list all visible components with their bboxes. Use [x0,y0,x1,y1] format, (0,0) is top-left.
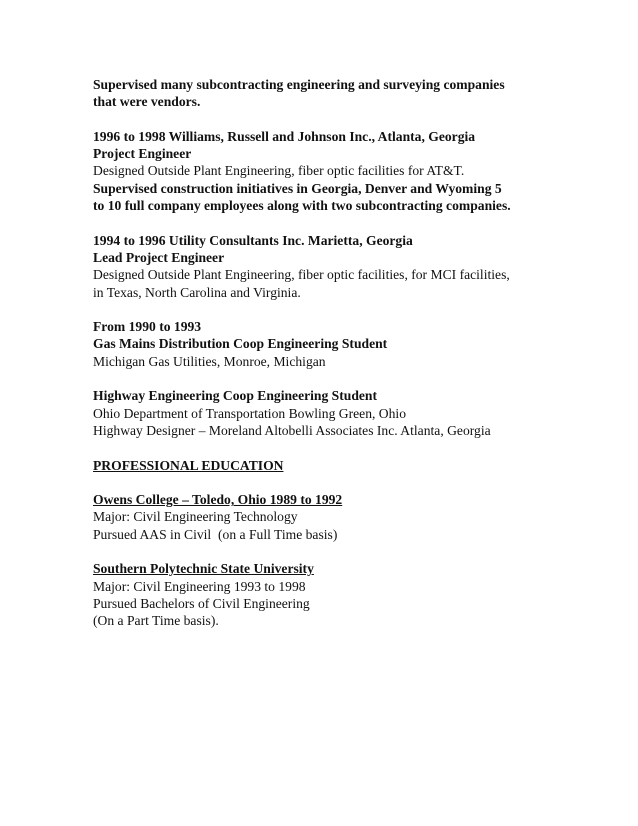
job-title: Project Engineer [93,146,192,162]
text-line: Supervised many subcontracting engineering and surveying companies [93,77,505,92]
job-employer: Ohio Department of Transportation Bowling Green, Ohio [93,405,406,421]
job-description: Supervised construction initiatives in Georgia, Denver and Wyoming 5 [93,180,502,196]
education-southern-polytechnic [93,560,598,629]
job-employer: Highway Designer – Moreland Altobelli Associates Inc. Atlanta, Georgia [93,422,491,438]
school-heading [93,491,598,508]
text-line: that were vendors. [93,94,201,110]
job-description: Designed Outside Plant Engineering, fiber optic facilities for AT&T. [93,163,465,179]
job-title: Lead Project Engineer [93,249,225,265]
education-section-heading [93,457,598,474]
job-title: Gas Mains Distribution Coop Engineering Student [93,336,388,352]
job-gas-mains-coop [93,318,598,370]
section-heading: PROFESSIONAL EDUCATION [93,457,284,473]
education-detail: (On a Part Time basis). [93,613,219,629]
job-description: Designed Outside Plant Engineering, fiber optic facilities, for MCI facilities, [93,267,510,283]
school-name: Southern Polytechnic State University [93,561,314,577]
job-heading: 1996 to 1998 Williams, Russell and Johnson Inc., Atlanta, Georgia [93,128,476,144]
job-highway-coop [93,387,598,439]
job-utility-consultants [93,232,598,301]
job-heading: From 1990 to 1993 [93,319,202,335]
education-detail: Major: Civil Engineering 1993 to 1998 [93,578,306,594]
job-heading: 1994 to 1996 Utility Consultants Inc. Marietta, Georgia [93,232,413,248]
education-owens-college [93,491,598,543]
job-description: to 10 full company employees along with two subcontracting companies. [93,198,511,214]
school-heading [93,560,598,577]
job-title: Highway Engineering Coop Engineering Student [93,388,378,404]
job-employer: Michigan Gas Utilities, Monroe, Michigan [93,353,326,369]
vendors-paragraph [93,76,598,111]
job-williams-russell-johnson [93,128,598,214]
education-detail: Pursued Bachelors of Civil Engineering [93,595,310,611]
job-description: in Texas, North Carolina and Virginia. [93,284,301,300]
school-name: Owens College – Toledo, Ohio 1989 to 1992 [93,492,343,508]
education-detail: Major: Civil Engineering Technology [93,509,298,525]
education-detail: Pursued AAS in Civil (on a Full Time basis) [93,526,338,542]
